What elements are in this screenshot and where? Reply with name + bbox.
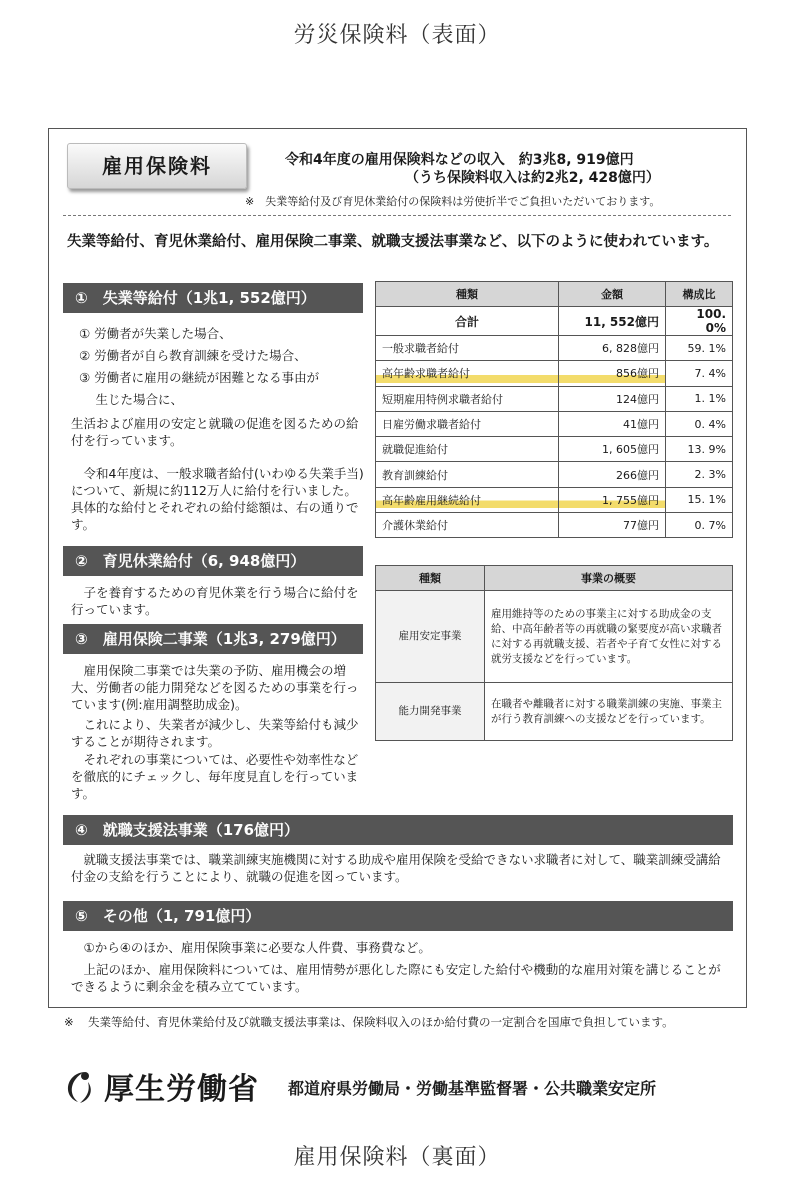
section-3-para-1: 雇用保険二事業では失業の予防、雇用機会の増大、労働者の能力開発などを図るための事業を行っています(例:雇用調整助成金)。 [71, 663, 359, 712]
table-row [376, 411, 733, 436]
cell-name: 雇用安定事業 [376, 591, 485, 683]
cell-ratio: 0. 7% [666, 513, 733, 538]
cell-ratio: 13. 9% [666, 437, 733, 462]
intro-text: 失業等給付、育児休業給付、雇用保険二事業、就職支援法事業など、以下のように使われています。 [67, 234, 719, 250]
cell-name: 教育訓練給付 [376, 462, 559, 487]
revenue-line-2: （うち保険料収入は約2兆2, 428億円） [405, 170, 660, 186]
header-note: ※ 失業等給付及び育児休業給付の保険料は労使折半でご負担いただいております。 [245, 195, 661, 208]
table-row [376, 462, 733, 487]
table-row [376, 386, 733, 411]
total-amount: 11, 552億円 [559, 307, 666, 336]
cell-amount: 856億円 [559, 361, 666, 386]
section-1-para-1: 生活および雇用の安定と就職の促進を図るための給付を行っています。 [71, 416, 359, 448]
cell-ratio: 1. 1% [666, 386, 733, 411]
cell-name: 短期雇用特例求職者給付 [376, 386, 559, 411]
total-ratio: 100. 0% [666, 307, 733, 336]
section-1-items [79, 323, 369, 411]
col-header-type: 種類 [376, 282, 559, 307]
cell-desc: 在職者や離職者に対する職業訓練の実施、事業主が行う教育訓練への支援などを行っています。 [485, 683, 733, 741]
benefits-table [375, 281, 733, 538]
ministry-name: 厚生労働省 [104, 1072, 259, 1107]
ministry-emblem-icon [58, 1066, 98, 1106]
table-row [376, 437, 733, 462]
footer-note-text: 失業等給付、育児休業給付及び就職支援法事業は、保険料収入のほか給付費の一定割合を国庫で負担しています。 [88, 1015, 674, 1029]
revenue-line-1: 令和4年度の雇用保険料などの収入 約3兆8, 919億円 [285, 152, 634, 168]
cell-desc: 雇用維持等のための事業主に対する助成金の支給、中高年齢者等の再就職の緊要度が高い求職者に対する再就職支援、若者や子育て女性に対する就労支援などを行っています。 [485, 591, 733, 683]
top-caption: 労災保険料（表面） [293, 23, 501, 48]
divider [63, 215, 731, 216]
section-2-text: 子を養育するための育児休業を行う場合に給付を行っています。 [71, 585, 359, 617]
cell-name: 介護休業給付 [376, 513, 559, 538]
badge-title: 雇用保険料 [67, 143, 247, 189]
section-3-para-3: それぞれの事業については、必要性や効率性などを徹底的にチェックし、毎年度見直しを行っています。 [71, 752, 359, 801]
section-2-header: ② 育児休業給付（6, 948億円） [63, 546, 363, 576]
cell-name: 一般求職者給付 [376, 336, 559, 361]
col-header-type: 種類 [376, 566, 485, 591]
cell-ratio: 15. 1% [666, 487, 733, 512]
section-1-para-2: 令和4年度は、一般求職者給付(いわゆる失業手当)について、新規に約112万人に給付を行いました。具体的な給付とそれぞれの給付総額は、右の通りです。 [71, 466, 364, 532]
cell-name: 能力開発事業 [376, 683, 485, 741]
total-label: 合計 [376, 307, 559, 336]
cell-ratio: 0. 4% [666, 411, 733, 436]
table-row [376, 591, 733, 683]
leaflet [48, 128, 747, 1008]
section-1-header: ① 失業等給付（1兆1, 552億円） [63, 283, 363, 313]
item-1: ① 労働者が失業した場合、 [79, 326, 232, 341]
table-row [376, 336, 733, 361]
item-3-cont: 生じた場合に、 [79, 392, 183, 407]
cell-ratio: 7. 4% [666, 361, 733, 386]
table-row [376, 487, 733, 512]
cell-name: 高年齢雇用継続給付 [376, 487, 559, 512]
cell-name: 就職促進給付 [376, 437, 559, 462]
section-5-header: ⑤ その他（1, 791億円） [63, 901, 733, 931]
section-4-header: ④ 就職支援法事業（176億円） [63, 815, 733, 845]
cell-amount: 6, 828億円 [559, 336, 666, 361]
cell-name: 日雇労働求職者給付 [376, 411, 559, 436]
footer-note [64, 1015, 754, 1030]
table-row [376, 513, 733, 538]
col-header-ratio: 構成比 [666, 282, 733, 307]
note-mark: ※ [64, 1015, 74, 1029]
table-row [376, 361, 733, 386]
cell-ratio: 59. 1% [666, 336, 733, 361]
projects-table [375, 565, 733, 741]
col-header-summary: 事業の概要 [485, 566, 733, 591]
item-3: ③ 労働者に雇用の継続が困難となる事由が [79, 370, 320, 385]
col-header-amount: 金額 [559, 282, 666, 307]
offices-text: 都道府県労働局・労働基準監督署・公共職業安定所 [288, 1079, 657, 1098]
section-5-para-2: 上記のほか、雇用保険料については、雇用情勢が悪化した際にも安定した給付や機動的な雇用対策を講じることができるように剰余金を積み立てています。 [71, 962, 721, 994]
section-3-header: ③ 雇用保険二事業（1兆3, 279億円） [63, 624, 363, 654]
item-2: ② 労働者が自ら教育訓練を受けた場合、 [79, 348, 307, 363]
cell-amount: 1, 605億円 [559, 437, 666, 462]
section-3-para-2: これにより、失業者が減少し、失業等給付も減少することが期待されます。 [71, 717, 359, 749]
bottom-caption: 雇用保険料（裏面） [293, 1145, 501, 1170]
cell-amount: 124億円 [559, 386, 666, 411]
cell-name: 高年齢求職者給付 [376, 361, 559, 386]
cell-amount: 1, 755億円 [559, 487, 666, 512]
cell-amount: 41億円 [559, 411, 666, 436]
table-row [376, 683, 733, 741]
section-5-para-1: ①から④のほか、雇用保険事業に必要な人件費、事務費など。 [71, 940, 431, 955]
cell-amount: 266億円 [559, 462, 666, 487]
total-row [376, 307, 733, 336]
cell-ratio: 2. 3% [666, 462, 733, 487]
section-4-text: 就職支援法事業では、職業訓練実施機関に対する助成や雇用保険を受給できない求職者に対して、職業訓練受講給付金の支給を行うことにより、就職の促進を図っています。 [71, 852, 721, 884]
cell-amount: 77億円 [559, 513, 666, 538]
